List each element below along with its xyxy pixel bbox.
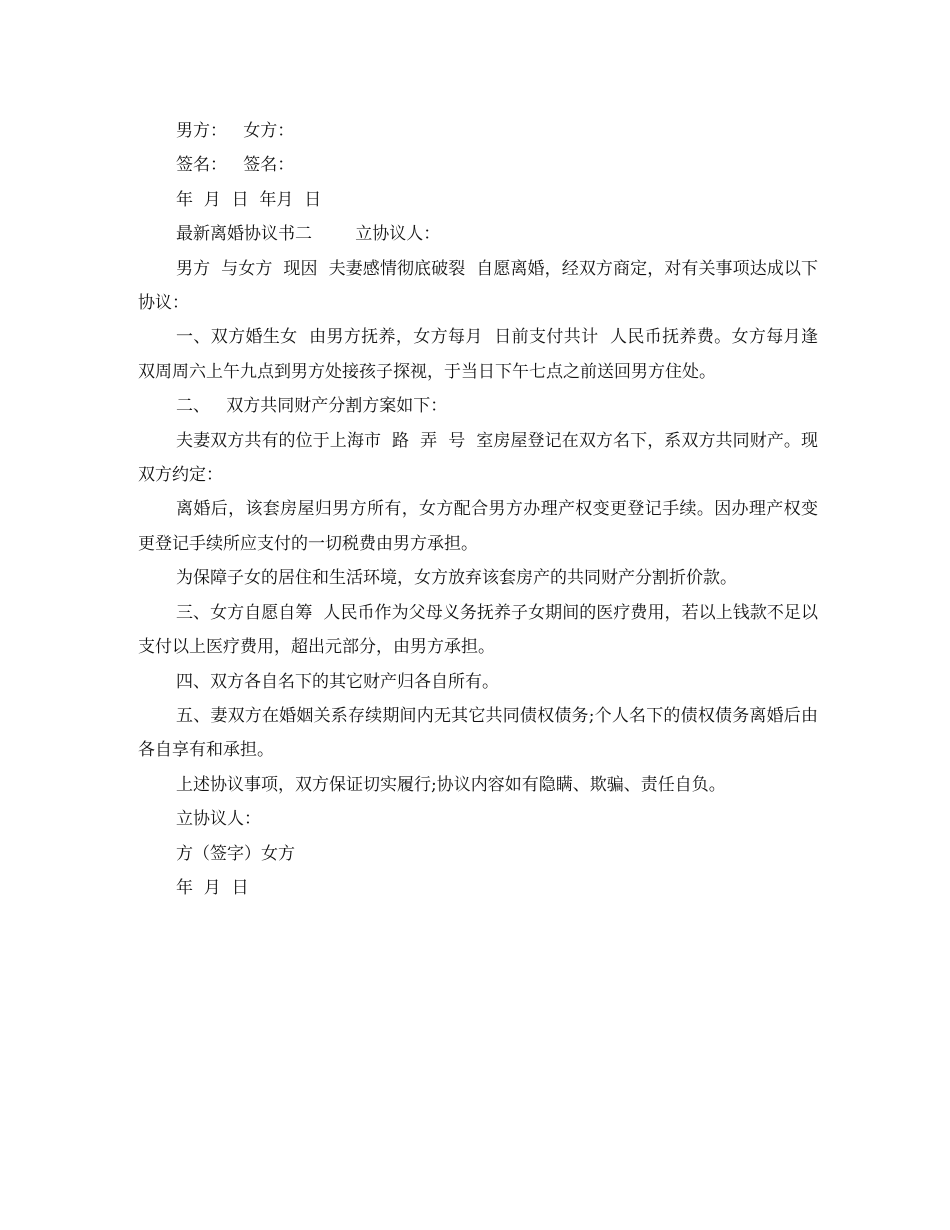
date-line: 年 月 日 — [176, 877, 249, 898]
guarantee-paragraph: 上述协议事项，双方保证切实履行;协议内容如有隐瞒、欺骗、责任自负。 — [176, 774, 726, 795]
agreement-intro-paragraph: 男方 与女方 现因 夫妻感情彻底破裂 自愿离婚，经双方商定，对有关事项达成以下协议： — [138, 258, 818, 314]
signature-sign-line: 签名： 签名： — [176, 155, 295, 176]
document-page — [138, 114, 818, 905]
agreement-title-line: 最新离婚协议书二 立协议人： — [176, 224, 441, 245]
clause-one-paragraph: 一、双方婚生女 由男方抚养，女方每月 日前支付共计 人民币抚养费。女方每月逢双周周六上午九点到男方处接孩子探视，于当日下午七点之前送回男方住处。 — [138, 327, 818, 382]
signature-line: 方（签字）女方 — [176, 843, 295, 864]
clause-four-paragraph: 四、双方各自名下的其它财产归各自所有。 — [176, 671, 499, 692]
signature-date-line: 年 月 日 年月 日 — [176, 189, 322, 210]
waiver-paragraph: 为保障子女的居住和生活环境，女方放弃该套房产的共同财产分割折价款。 — [176, 568, 737, 589]
signatories-label: 立协议人： — [176, 809, 261, 830]
signature-party-line: 男方： 女方： — [176, 121, 295, 141]
clause-two-heading: 二、 双方共同财产分割方案如下： — [176, 396, 448, 417]
clause-five-paragraph: 五、妻双方在婚姻关系存续期间内无其它共同债权债务;个人名下的债权债务离婚后由各自享有和承担。 — [138, 705, 818, 761]
clause-three-paragraph: 三、女方自愿自筹 人民币作为父母义务抚养子女期间的医疗费用，若以上钱款不足以支付以上医疗费用，超出元部分，由男方承担。 — [138, 602, 818, 658]
house-ownership-paragraph: 离婚后，该套房屋归男方所有，女方配合男方办理产权变更登记手续。因办理产权变更登记手续所应支付的一切税费由男方承担。 — [138, 499, 818, 554]
property-paragraph: 夫妻双方共有的位于上海市 路 弄 号 室房屋登记在双方名下，系双方共同财产。现双方约定： — [138, 430, 818, 486]
